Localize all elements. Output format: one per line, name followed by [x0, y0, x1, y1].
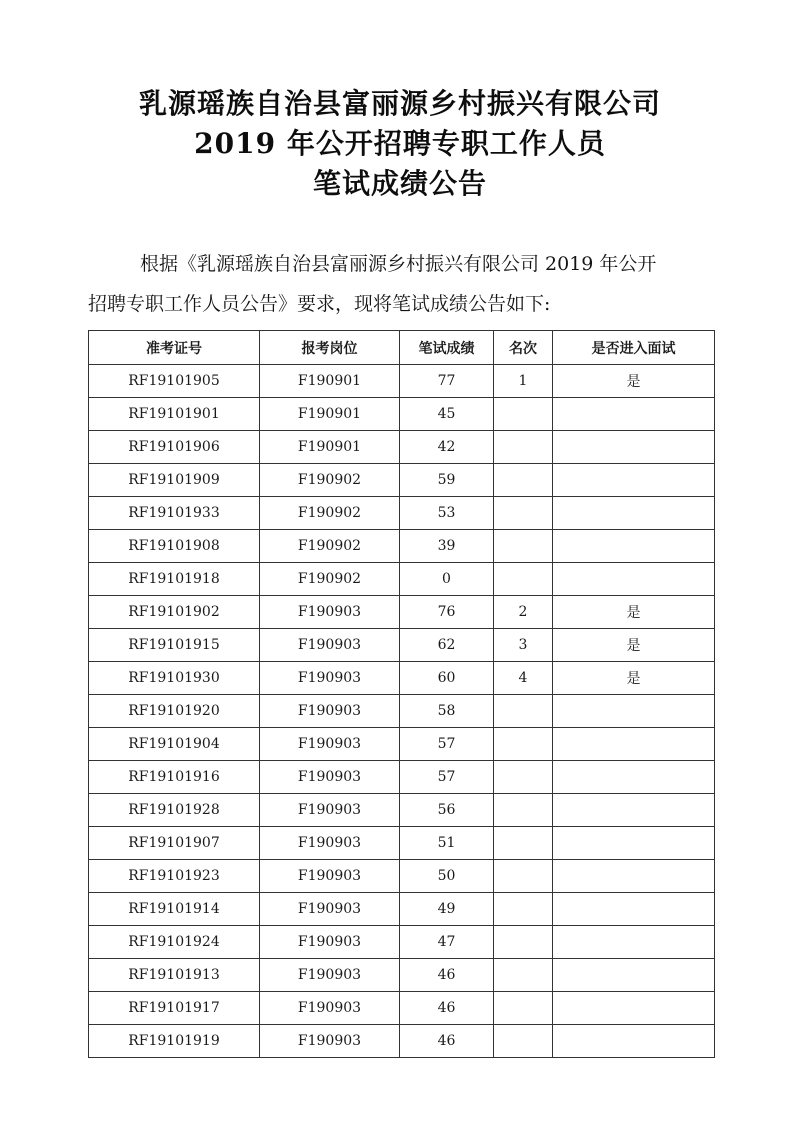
cell-exam-id: RF19101915 — [89, 629, 260, 662]
table-row — [89, 464, 715, 497]
cell-exam-id: RF19101904 — [89, 728, 260, 761]
cell-score: 42 — [400, 431, 494, 464]
header-interview: 是否进入面试 — [553, 331, 715, 365]
table-row — [89, 365, 715, 398]
cell-position: F190903 — [260, 860, 400, 893]
table-row — [89, 629, 715, 662]
cell-interview: 是 — [553, 629, 715, 662]
cell-rank — [494, 794, 553, 827]
cell-score: 46 — [400, 959, 494, 992]
cell-interview — [553, 530, 715, 563]
table-row — [89, 596, 715, 629]
table-row — [89, 530, 715, 563]
cell-exam-id: RF19101923 — [89, 860, 260, 893]
cell-score: 39 — [400, 530, 494, 563]
cell-score: 47 — [400, 926, 494, 959]
cell-rank — [494, 761, 553, 794]
cell-exam-id: RF19101919 — [89, 1025, 260, 1058]
cell-score: 46 — [400, 992, 494, 1025]
cell-exam-id: RF19101901 — [89, 398, 260, 431]
cell-score: 62 — [400, 629, 494, 662]
cell-exam-id: RF19101908 — [89, 530, 260, 563]
cell-interview — [553, 728, 715, 761]
header-score: 笔试成绩 — [400, 331, 494, 365]
cell-rank — [494, 860, 553, 893]
cell-rank — [494, 992, 553, 1025]
cell-exam-id: RF19101928 — [89, 794, 260, 827]
cell-exam-id: RF19101906 — [89, 431, 260, 464]
title-line-company: 乳源瑶族自治县富丽源乡村振兴有限公司 — [138, 87, 661, 120]
cell-position: F190903 — [260, 959, 400, 992]
cell-rank — [494, 398, 553, 431]
cell-position: F190901 — [260, 398, 400, 431]
cell-position: F190903 — [260, 596, 400, 629]
cell-rank — [494, 926, 553, 959]
title-line-recruitment: 2019 年公开招聘专职工作人员 — [194, 127, 606, 160]
cell-score: 57 — [400, 761, 494, 794]
table-row — [89, 794, 715, 827]
score-table — [88, 330, 715, 1058]
document-title — [0, 84, 800, 204]
table-row — [89, 398, 715, 431]
title-line-announcement: 笔试成绩公告 — [312, 167, 487, 200]
cell-position: F190903 — [260, 728, 400, 761]
cell-rank — [494, 464, 553, 497]
table-header-row — [89, 331, 715, 365]
cell-score: 57 — [400, 728, 494, 761]
cell-position: F190903 — [260, 761, 400, 794]
cell-rank — [494, 728, 553, 761]
cell-interview: 是 — [553, 596, 715, 629]
cell-interview — [553, 563, 715, 596]
cell-score: 59 — [400, 464, 494, 497]
cell-score: 58 — [400, 695, 494, 728]
cell-position: F190901 — [260, 365, 400, 398]
cell-position: F190902 — [260, 464, 400, 497]
cell-interview — [553, 497, 715, 530]
cell-position: F190902 — [260, 530, 400, 563]
cell-interview — [553, 695, 715, 728]
intro-line-1: 根据《乳源瑶族自治县富丽源乡村振兴有限公司 2019 年公开 — [140, 253, 657, 275]
table-row — [89, 497, 715, 530]
intro-paragraph — [88, 244, 728, 324]
cell-rank — [494, 695, 553, 728]
cell-interview — [553, 794, 715, 827]
table-row — [89, 563, 715, 596]
cell-interview — [553, 827, 715, 860]
table-row — [89, 893, 715, 926]
table-row — [89, 728, 715, 761]
cell-exam-id: RF19101930 — [89, 662, 260, 695]
cell-exam-id: RF19101920 — [89, 695, 260, 728]
cell-position: F190903 — [260, 992, 400, 1025]
cell-position: F190903 — [260, 662, 400, 695]
header-exam-id: 准考证号 — [89, 331, 260, 365]
cell-position: F190903 — [260, 1025, 400, 1058]
cell-rank — [494, 497, 553, 530]
cell-score: 46 — [400, 1025, 494, 1058]
cell-exam-id: RF19101907 — [89, 827, 260, 860]
cell-interview — [553, 464, 715, 497]
table-row — [89, 695, 715, 728]
cell-position: F190902 — [260, 563, 400, 596]
cell-interview — [553, 761, 715, 794]
cell-exam-id: RF19101916 — [89, 761, 260, 794]
cell-score: 77 — [400, 365, 494, 398]
cell-rank — [494, 530, 553, 563]
cell-position: F190903 — [260, 926, 400, 959]
table-row — [89, 959, 715, 992]
cell-rank: 1 — [494, 365, 553, 398]
table-row — [89, 860, 715, 893]
cell-interview — [553, 1025, 715, 1058]
cell-exam-id: RF19101905 — [89, 365, 260, 398]
cell-rank — [494, 1025, 553, 1058]
cell-score: 56 — [400, 794, 494, 827]
cell-exam-id: RF19101918 — [89, 563, 260, 596]
cell-exam-id: RF19101917 — [89, 992, 260, 1025]
cell-rank — [494, 893, 553, 926]
cell-score: 45 — [400, 398, 494, 431]
cell-position: F190902 — [260, 497, 400, 530]
cell-interview — [553, 431, 715, 464]
cell-rank: 3 — [494, 629, 553, 662]
cell-interview — [553, 959, 715, 992]
table-row — [89, 662, 715, 695]
cell-score: 50 — [400, 860, 494, 893]
header-rank: 名次 — [494, 331, 553, 365]
cell-interview — [553, 893, 715, 926]
cell-score: 51 — [400, 827, 494, 860]
cell-exam-id: RF19101902 — [89, 596, 260, 629]
table-body — [89, 365, 715, 1058]
cell-rank — [494, 563, 553, 596]
cell-score: 76 — [400, 596, 494, 629]
cell-interview — [553, 398, 715, 431]
table-row — [89, 431, 715, 464]
cell-rank — [494, 827, 553, 860]
cell-exam-id: RF19101933 — [89, 497, 260, 530]
cell-rank: 2 — [494, 596, 553, 629]
cell-interview: 是 — [553, 662, 715, 695]
table-row — [89, 761, 715, 794]
cell-position: F190903 — [260, 893, 400, 926]
cell-score: 0 — [400, 563, 494, 596]
cell-position: F190903 — [260, 794, 400, 827]
table-row — [89, 1025, 715, 1058]
cell-interview: 是 — [553, 365, 715, 398]
cell-exam-id: RF19101913 — [89, 959, 260, 992]
cell-interview — [553, 860, 715, 893]
cell-interview — [553, 992, 715, 1025]
cell-exam-id: RF19101914 — [89, 893, 260, 926]
cell-score: 60 — [400, 662, 494, 695]
table-row — [89, 926, 715, 959]
cell-exam-id: RF19101909 — [89, 464, 260, 497]
cell-score: 53 — [400, 497, 494, 530]
cell-position: F190903 — [260, 629, 400, 662]
cell-score: 49 — [400, 893, 494, 926]
cell-position: F190903 — [260, 827, 400, 860]
cell-position: F190903 — [260, 695, 400, 728]
intro-line-2: 招聘专职工作人员公告》要求，现将笔试成绩公告如下: — [88, 293, 551, 315]
cell-rank — [494, 959, 553, 992]
cell-rank — [494, 431, 553, 464]
cell-position: F190901 — [260, 431, 400, 464]
cell-exam-id: RF19101924 — [89, 926, 260, 959]
table-row — [89, 992, 715, 1025]
cell-rank: 4 — [494, 662, 553, 695]
cell-interview — [553, 926, 715, 959]
table-row — [89, 827, 715, 860]
header-position: 报考岗位 — [260, 331, 400, 365]
